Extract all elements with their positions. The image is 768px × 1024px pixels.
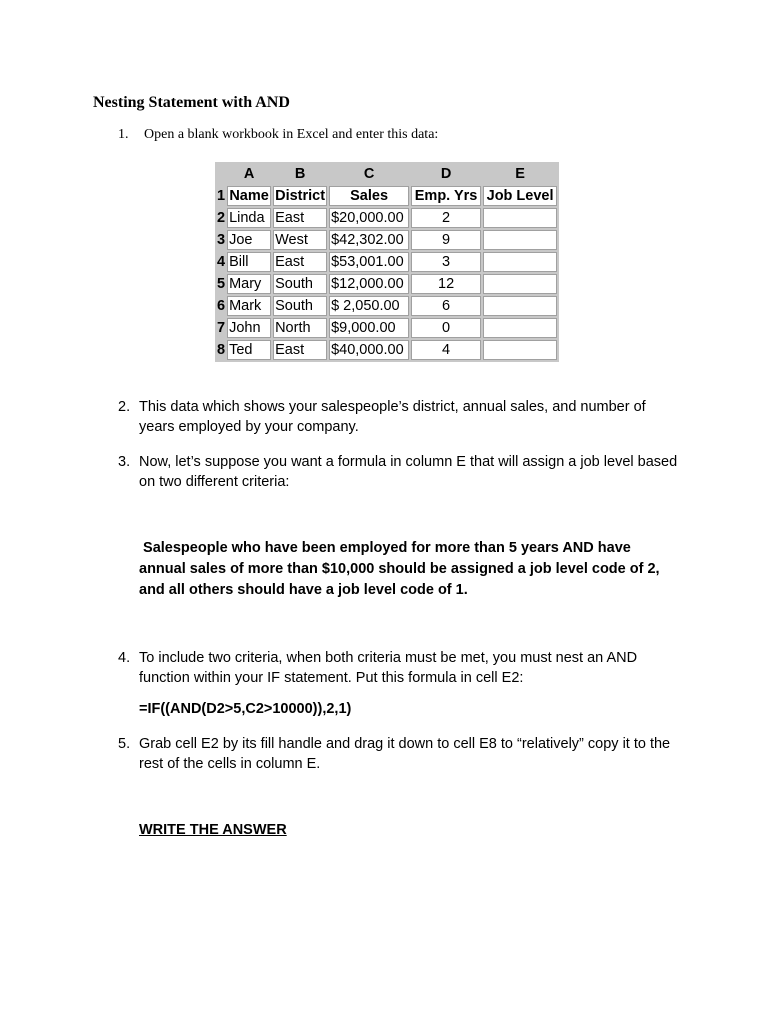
sales-cell: $12,000.00 <box>329 274 409 294</box>
step-text: Grab cell E2 by its fill handle and drag it down to cell E8 to “relatively” copy it to the rest of the cells in column E. <box>139 736 671 772</box>
row-number: 4 <box>217 254 226 270</box>
step-number: 5. <box>118 736 131 752</box>
header-row <box>217 186 557 206</box>
step-number: 2. <box>118 399 131 415</box>
row-number: 3 <box>217 232 226 248</box>
row-number: 8 <box>217 342 226 358</box>
table-row <box>217 296 557 316</box>
header-cell: Job Level <box>483 186 557 206</box>
name-cell: Bill <box>227 252 271 272</box>
job-level-cell <box>483 230 557 250</box>
step-text: This data which shows your salespeople’s district, annual sales, and number of years employed by your company. <box>139 399 646 435</box>
header-cell: Emp. Yrs <box>411 186 481 206</box>
sales-cell: $40,000.00 <box>329 340 409 360</box>
column-letter: D <box>411 164 481 184</box>
sales-cell: $42,302.00 <box>329 230 409 250</box>
table-row <box>217 230 557 250</box>
district-cell: East <box>273 208 327 228</box>
sales-cell: $53,001.00 <box>329 252 409 272</box>
sales-cell: $9,000.00 <box>329 318 409 338</box>
column-letter: A <box>227 164 271 184</box>
name-cell: Ted <box>227 340 271 360</box>
step-text: To include two criteria, when both criteria must be met, you must nest an AND function within your IF statement. Put this formula in cell E2: <box>139 650 638 686</box>
name-cell: John <box>227 318 271 338</box>
emp-yrs-cell: 3 <box>411 252 481 272</box>
step-number: 1. <box>118 127 129 142</box>
table-row <box>217 340 557 360</box>
corner-cell <box>217 164 225 184</box>
district-cell: North <box>273 318 327 338</box>
job-level-cell <box>483 252 557 272</box>
emp-yrs-cell: 9 <box>411 230 481 250</box>
step-4 <box>118 648 678 688</box>
sales-cell: $ 2,050.00 <box>329 296 409 316</box>
job-level-cell <box>483 318 557 338</box>
emp-yrs-cell: 6 <box>411 296 481 316</box>
row-number: 2 <box>217 210 226 226</box>
district-cell: South <box>273 274 327 294</box>
name-cell: Mark <box>227 296 271 316</box>
step-text: Open a blank workbook in Excel and enter this data: <box>144 127 439 142</box>
emp-yrs-cell: 2 <box>411 208 481 228</box>
job-level-cell <box>483 296 557 316</box>
district-cell: East <box>273 252 327 272</box>
name-cell: Joe <box>227 230 271 250</box>
table-row <box>217 274 557 294</box>
emp-yrs-cell: 0 <box>411 318 481 338</box>
step-2 <box>118 397 678 437</box>
job-level-cell <box>483 208 557 228</box>
row-number: 1 <box>217 188 226 204</box>
column-letter: B <box>273 164 327 184</box>
row-number: 5 <box>217 276 226 292</box>
step-3 <box>118 452 678 492</box>
step-5 <box>118 734 678 774</box>
name-cell: Linda <box>227 208 271 228</box>
step-1 <box>118 127 438 143</box>
job-level-cell <box>483 274 557 294</box>
sales-cell: $20,000.00 <box>329 208 409 228</box>
column-letter: E <box>483 164 557 184</box>
column-letter-row <box>217 164 557 184</box>
criteria-statement: Salespeople who have been employed for more than 5 years AND have annual sales of more than $10,000 should be assigned a job level code of 2, and all others should have a job level code of 1. <box>139 540 664 598</box>
document-title: Nesting Statement with AND <box>93 94 290 111</box>
row-number: 7 <box>217 320 226 336</box>
spreadsheet-table <box>215 162 559 362</box>
district-cell: East <box>273 340 327 360</box>
emp-yrs-cell: 12 <box>411 274 481 294</box>
emp-yrs-cell: 4 <box>411 340 481 360</box>
row-number: 6 <box>217 298 226 314</box>
name-cell: Mary <box>227 274 271 294</box>
district-cell: South <box>273 296 327 316</box>
formula-text: =IF((AND(D2>5,C2>10000)),2,1) <box>139 701 352 717</box>
column-letter: C <box>329 164 409 184</box>
header-cell: Name <box>227 186 271 206</box>
table-row <box>217 252 557 272</box>
job-level-cell <box>483 340 557 360</box>
answer-heading: WRITE THE ANSWER <box>139 822 287 838</box>
table-row <box>217 318 557 338</box>
district-cell: West <box>273 230 327 250</box>
step-number: 4. <box>118 650 131 666</box>
step-text: Now, let’s suppose you want a formula in column E that will assign a job level based on two different criteria: <box>139 454 678 490</box>
header-cell: Sales <box>329 186 409 206</box>
table-row <box>217 208 557 228</box>
header-cell: District <box>273 186 327 206</box>
step-number: 3. <box>118 454 131 470</box>
